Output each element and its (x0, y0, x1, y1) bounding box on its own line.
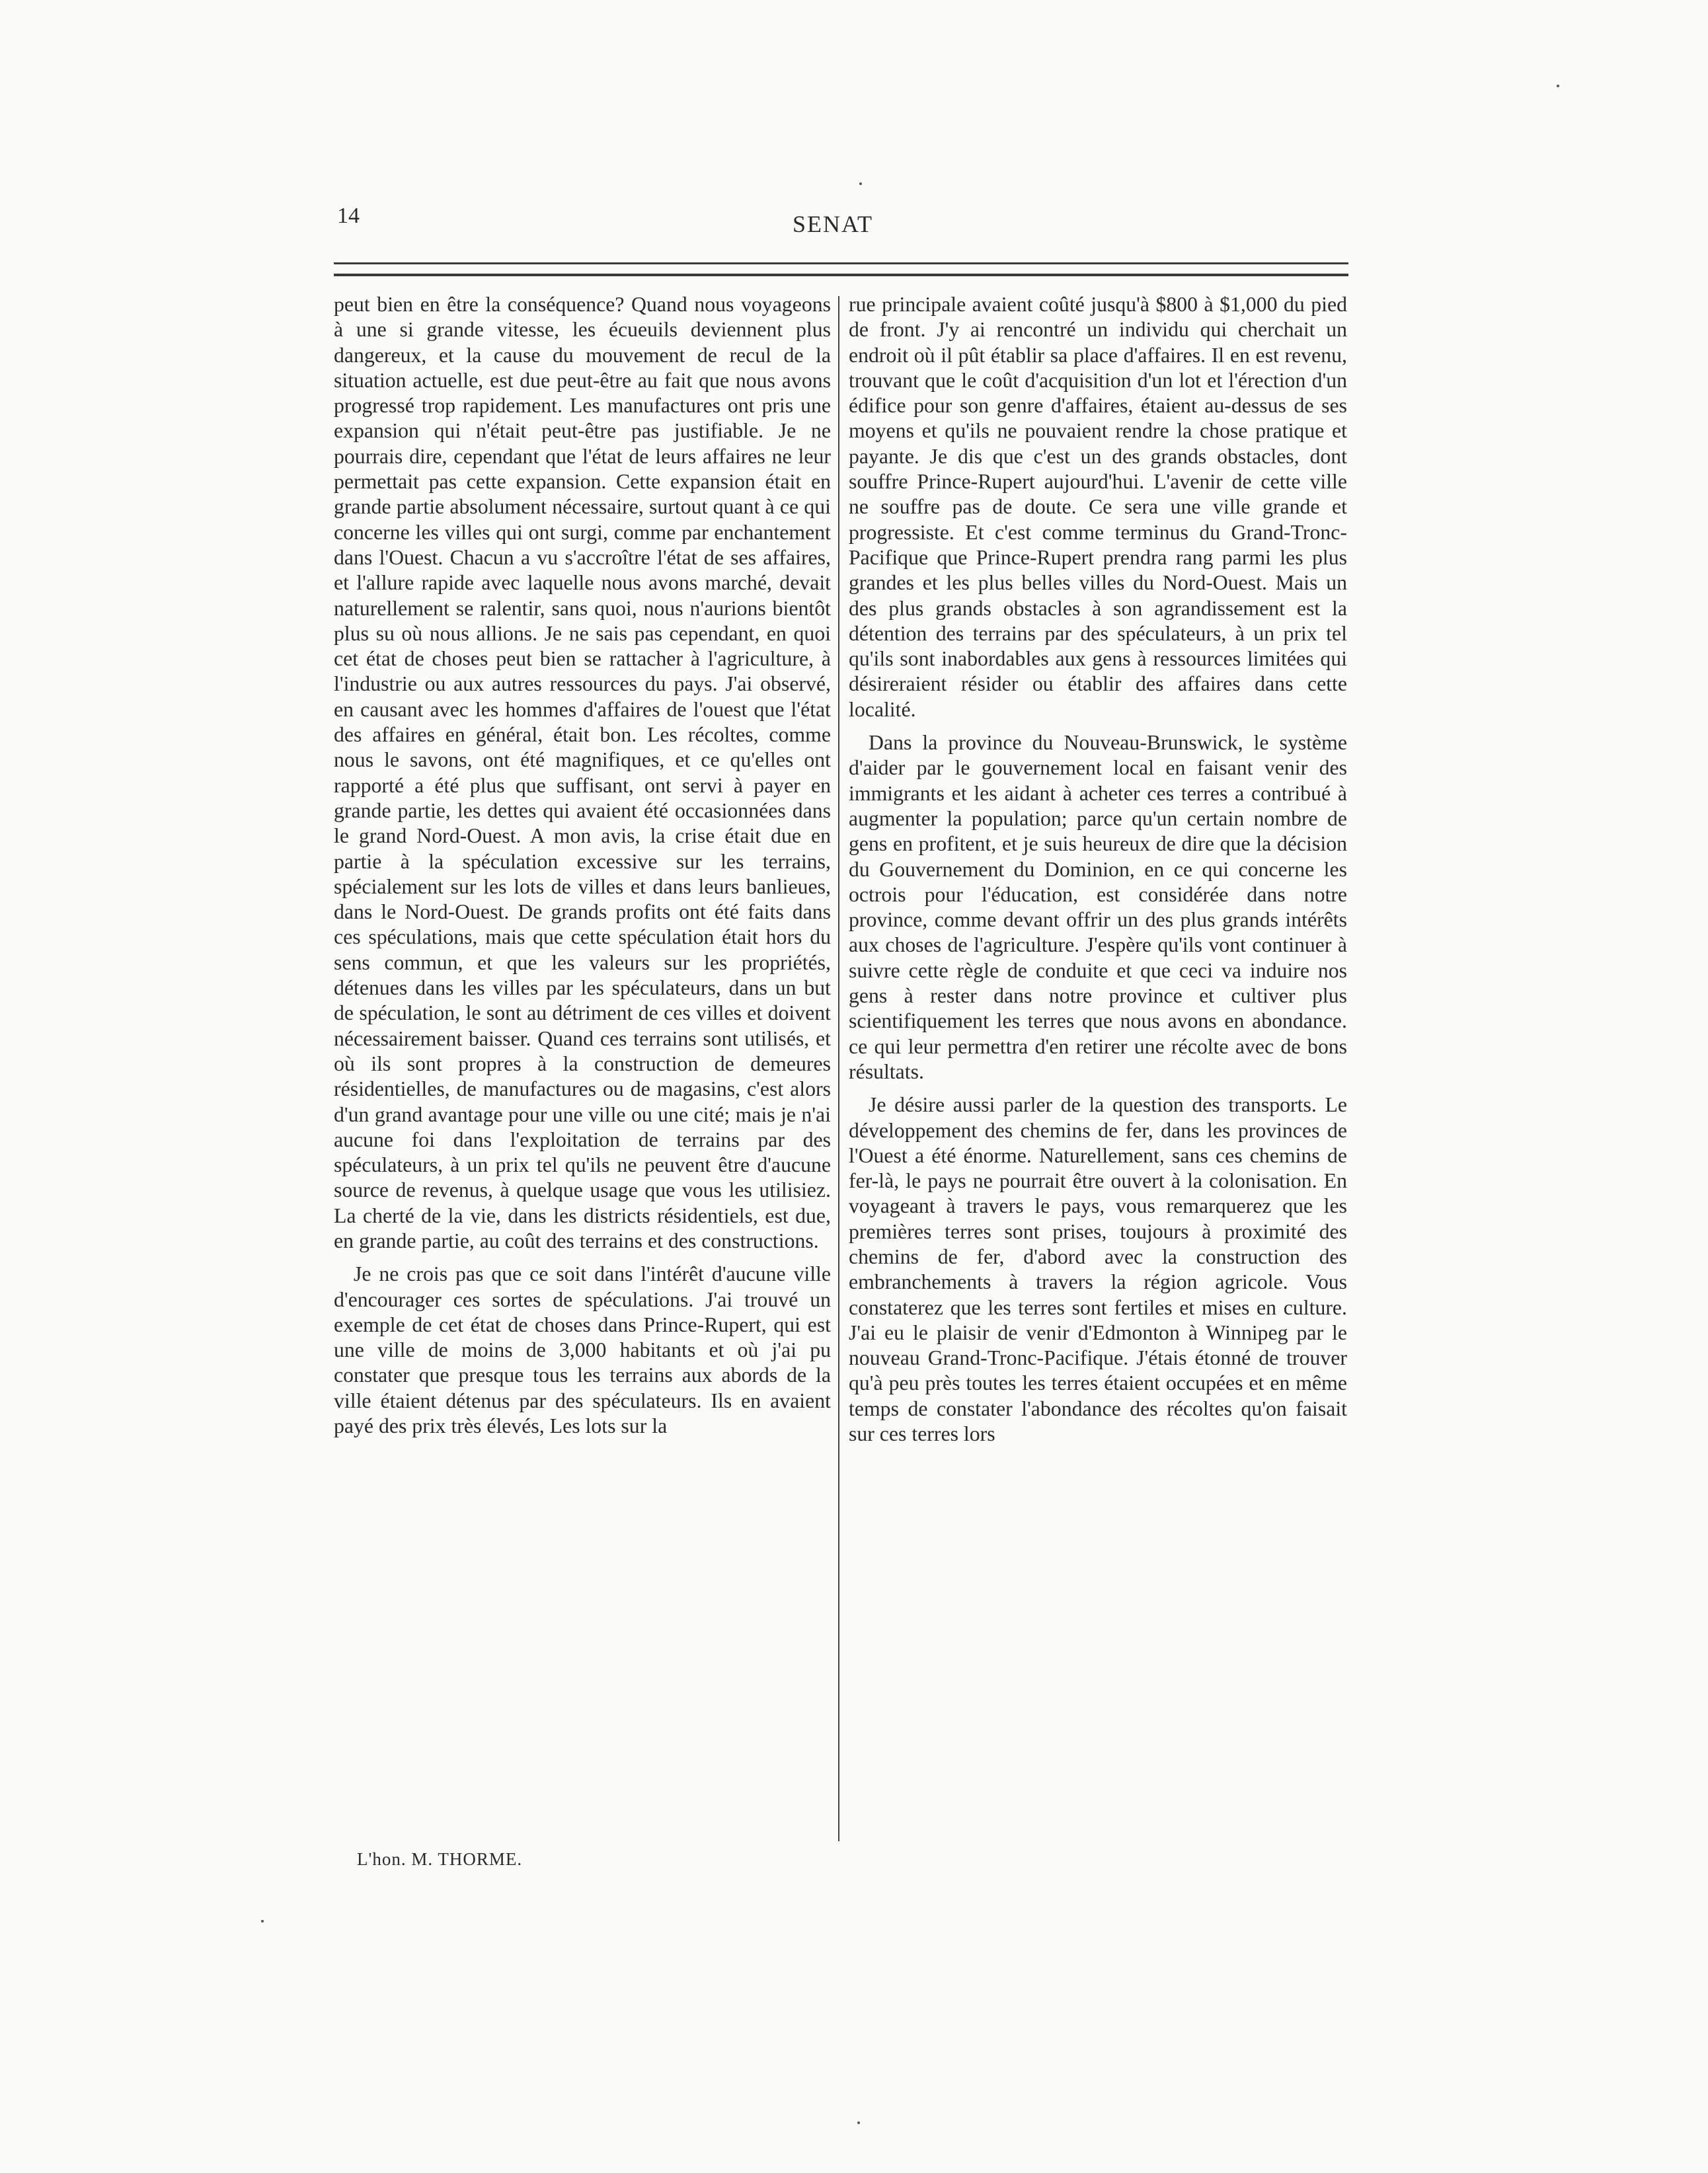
left-paragraph-2: Je ne crois pas que ce soit dans l'intérêt d'aucune ville d'encourager ces sortes de spéculations. J'ai trouvé un exemple de cet état de choses dans Prince-Rupert, qui est une ville de moins de 3,000 habitants et où j'ai pu constater que presque tous les terrains aux abords de la ville étaient détenus par des spéculateurs. Ils en avaient payé des prix très élevés, Les lots sur la (334, 1262, 831, 1438)
speaker-footer: L'hon. M. THORME. (357, 1849, 523, 1869)
header-rule-top (334, 262, 1348, 264)
right-column (849, 292, 1347, 1844)
column-divider (838, 296, 839, 1841)
print-speck (859, 182, 862, 185)
print-speck (1557, 85, 1559, 87)
right-paragraph-3: Je désire aussi parler de la question des transports. Le développement des chemins de fer, dans les provinces de l'Ouest a été énorme. Naturellement, sans ces chemins de fer-là, le pays ne pourrait être ouvert à la colonisation. En voyageant à travers le pays, vous remarquerez que les premières terres sont prises, toujours à proximité des chemins de fer, d'abord avec la construction des embranchements à travers la région agricole. Vous constaterez que les terres sont fertiles et mises en culture. J'ai eu le plaisir de venir d'Edmonton à Winnipeg par le nouveau Grand-Tronc-Pacifique. J'étais étonné de trouver qu'à peu près toutes les terres étaient occupées et en même temps de constater l'abondance des récoltes qu'on faisait sur ces terres lors (849, 1093, 1347, 1446)
page-number: 14 (337, 204, 360, 228)
left-paragraph-1: peut bien en être la conséquence? Quand nous voyageons à une si grande vitesse, les écueuils deviennent plus dangereux, et la cause du mouvement de recul de la situation actuelle, est due peut-être au fait que nous avons progressé trop rapidement. Les manufactures ont pris une expansion qui n'était peut-être pas justifiable. Je ne pourrais dire, cependant que l'état de leurs affaires ne leur permettait pas cette expansion. Cette expansion était en grande partie absolument nécessaire, surtout quant à ce qui concerne les villes qui ont surgi, comme par enchantement dans l'Ouest. Chacun a vu s'accroître l'état de ses affaires, et l'allure rapide avec laquelle nous avons marché, devait naturellement se ralentir, sans quoi, nous n'aurions bientôt plus su où nous allions. Je ne sais pas cependant, en quoi cet état de choses peut bien se rattacher à l'agriculture, à l'industrie ou aux autres ressources du pays. J'ai observé, en causant avec les hommes d'affaires de l'ouest que l'état des affaires en général, était bon. Les récoltes, comme nous le savons, ont été magnifiques, et ce qu'elles ont rapporté a été plus que suffisant, ont servi à payer en grande partie, les dettes qui avaient été occasionnées dans le grand Nord-Ouest. A mon avis, la crise était due en partie à la spéculation excessive sur les terrains, spécialement sur les lots de villes et dans leurs banlieues, dans le Nord-Ouest. De grands profits ont été faits dans ces spéculations, mais que cette spéculation était hors du sens commun, et que les valeurs sur les propriétés, détenues dans les villes par les spéculateurs, dans un but de spéculation, le sont au détriment de ces villes et doivent nécessairement baisser. Quand ces terrains sont utilisés, et où ils sont propres à la construction de demeures résidentielles, de manufactures ou de magasins, c'est alors d'un grand avantage pour une ville ou une cité; mais je n'ai aucune foi dans l'exploitation de terrains par des spéculateurs, à un prix tel qu'ils ne peuvent être d'aucune source de revenus, à quelque usage que vous les utilisiez. La cherté de la vie, dans les districts résidentiels, est due, en grande partie, au coût des terrains et des constructions. (334, 293, 831, 1252)
right-paragraph-1: rue principale avaient coûté jusqu'à $800 à $1,000 du pied de front. J'y ai rencontré un individu qui cherchait un endroit où il pût établir sa place d'affaires. Il en est revenu, trouvant que le coût d'acquisition d'un lot et l'érection d'un édifice pour son genre d'affaires, étaient au-dessus de ses moyens et qu'ils ne pouvaient rendre la chose pratique et payante. Je dis que c'est un des grands obstacles, dont souffre Prince-Rupert aujourd'hui. L'avenir de cette ville ne souffre pas de doute. Ce sera une ville grande et progressiste. Et c'est comme terminus du Grand-Tronc-Pacifique que Prince-Rupert prendra rang parmi les plus grandes et les plus belles villes du Nord-Ouest. Mais un des plus grands obstacles à son agrandissement est la détention des terrains par des spéculateurs, à un prix tel qu'ils sont inabordables aux gens à ressources limitées qui désireraient résider ou établir des affaires dans cette localité. (849, 293, 1347, 721)
print-speck (261, 1920, 264, 1923)
header-rule-bottom (334, 274, 1348, 276)
running-header-title: SENAT (792, 211, 873, 237)
print-speck (857, 2121, 860, 2124)
left-column (334, 292, 831, 1844)
right-paragraph-2: Dans la province du Nouveau-Brunswick, le système d'aider par le gouvernement local en faisant venir des immigrants et les aidant à acheter ces terres a contribué à augmenter la population; parce qu'un certain nombre de gens en profitent, et je suis heureux de dire que la décision du Gouvernement du Dominion, en ce qui concerne les octrois pour l'éducation, est considérée dans notre province, comme devant offrir un des plus grands intérêts aux choses de l'agriculture. J'espère qu'ils vont continuer à suivre cette règle de conduite et que ceci va induire nos gens à rester dans notre province et cultiver plus scientifiquement les terres que nous avons en abondance. ce qui leur permettra d'en retirer une récolte avec de bons résultats. (849, 731, 1347, 1083)
